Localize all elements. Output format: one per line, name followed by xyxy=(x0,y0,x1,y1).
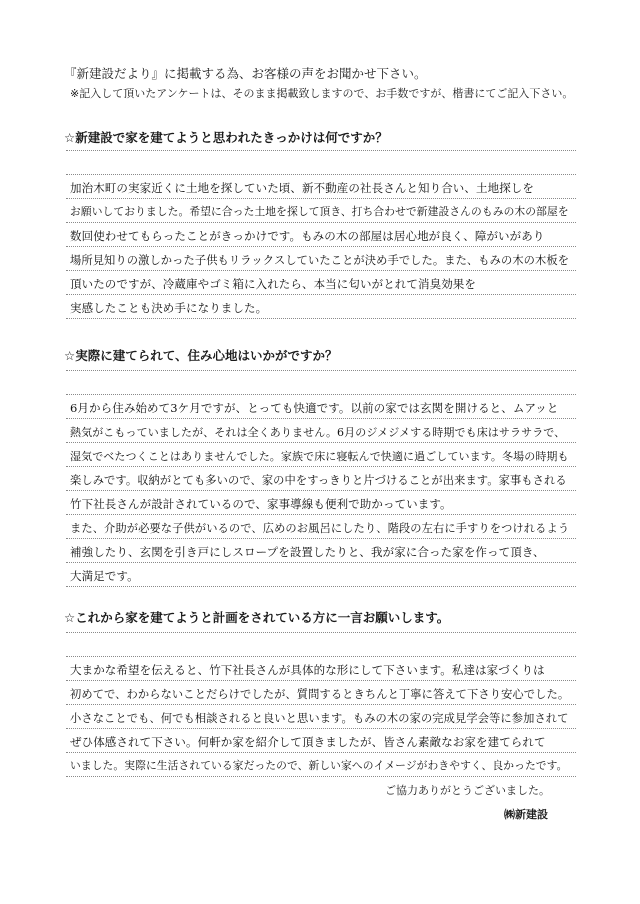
ruled-line xyxy=(66,442,576,443)
ruled-line xyxy=(66,394,576,395)
ruled-line xyxy=(66,222,576,223)
answer-2-line-4: 楽しみです。収納がとても多いので、家の中をすっきりと片づけることが出来ます。家事もされる xyxy=(70,474,567,487)
ruled-line xyxy=(66,514,576,515)
answer-2-line-3: 湿気でベたつくことはありませんでした。家族で床に寝転んで快適に過ごしています。冬場の時期も xyxy=(70,450,569,463)
ruled-line xyxy=(66,466,576,467)
ruled-line xyxy=(66,150,576,151)
answer-1-line-2: お願いしておりました。希望に合った土地を探して頂き、打ち合わせで新建設さんのもみの木の部屋を xyxy=(70,205,569,218)
ruled-line xyxy=(66,246,576,247)
ruled-line xyxy=(66,586,576,587)
ruled-line xyxy=(66,680,576,681)
question-3-title: ☆これから家を建てようと計画をされている方に一言お願いします。 xyxy=(64,610,450,625)
answer-2-line-8: 大満足です。 xyxy=(70,569,139,583)
ruled-line xyxy=(66,704,576,705)
answer-3-line-2: 初めてで、わからないことだらけでしたが、質問するときちんと丁寧に答えて下さり安心でした。 xyxy=(70,688,570,701)
answer-2-line-1: 6月から住み始めて3ケ月ですが、とっても快適です。以前の家では玄関を開けると、ムアッと xyxy=(70,401,559,415)
header-title: 『新建設だより』に掲載する為、お客様の声をお聞かせ下さい。 xyxy=(64,66,427,81)
ruled-line xyxy=(66,418,576,419)
header-note: ※記入して頂いたアンケートは、そのまま掲載致しますので、お手数ですが、楷書にてご記入下さい。 xyxy=(70,87,574,100)
ruled-line xyxy=(66,294,576,295)
ruled-line xyxy=(66,270,576,271)
question-2-title: ☆実際に建てられて、住み心地はいかがですか？ xyxy=(64,348,338,363)
ruled-line xyxy=(66,490,576,491)
closing-message: ご協力ありがとうございました。 xyxy=(385,784,550,797)
ruled-line xyxy=(66,728,576,729)
answer-1-line-1: 加治木町の実家近くに土地を探していた頃、新不動産の社長さんと知り合い、土地探しを xyxy=(70,181,534,195)
ruled-line xyxy=(66,198,576,199)
answer-1-line-4: 場所見知りの激しかった子供もリラックスしていたことが決め手でした。また、もみの木の木板を xyxy=(70,254,570,267)
answer-3-line-3: 小さなことでも、何でも相談されると良いと思います。もみの木の家の完成見学会等に参加されて xyxy=(70,712,569,725)
answer-2-line-6: また、介助が必要な子供がいるので、広めのお風呂にしたり、階段の左右に手すりをつけれるよう xyxy=(70,522,570,535)
ruled-line xyxy=(66,752,576,753)
answer-1-line-6: 実感したことも決め手になりました。 xyxy=(70,301,268,315)
ruled-line xyxy=(66,562,576,563)
answer-1-line-5: 頂いたのですが、冷蔵庫やゴミ箱に入れたら、本当に匂いがとれて消臭効果を xyxy=(70,277,476,291)
ruled-line xyxy=(66,318,576,319)
answer-2-line-2: 熱気がこもっていましたが、それは全くありません。6月のジメジメする時期でも床はサラサラで、 xyxy=(70,426,566,439)
question-1-title: ☆新建設で家を建てようと思われたきっかけは何ですか？ xyxy=(64,130,388,145)
ruled-line xyxy=(66,776,576,777)
ruled-line xyxy=(66,370,576,371)
ruled-line xyxy=(66,632,576,633)
ruled-line xyxy=(66,656,576,657)
ruled-line xyxy=(66,538,576,539)
answer-2-line-5: 竹下社長さんが設計されているので、家事導線も便利で助かっています。 xyxy=(70,497,452,511)
ruled-line xyxy=(66,174,576,175)
answer-3-line-1: 大まかな希望を伝えると、竹下社長さんが具体的な形にして下さいます。私達は家づくりは xyxy=(70,663,545,677)
answer-3-line-5: いました。実際に生活されている家だったので、新しい家へのイメージがわきやすく、良かったです。 xyxy=(70,759,568,772)
answer-3-line-4: ぜひ体感されて下さい。何軒か家を紹介して頂きましたが、皆さん素敵なお家を建てられて xyxy=(70,735,546,749)
answer-2-line-7: 補強したり、玄関を引き戸にしスロープを設置したりと、我が家に合った家を作って頂き、 xyxy=(70,545,545,559)
answer-1-line-3: 数回使わせてもらったことがきっかけです。もみの木の部屋は居心地が良く、障がいがあり xyxy=(70,229,545,243)
company-name: ㈱新建設 xyxy=(504,808,548,821)
